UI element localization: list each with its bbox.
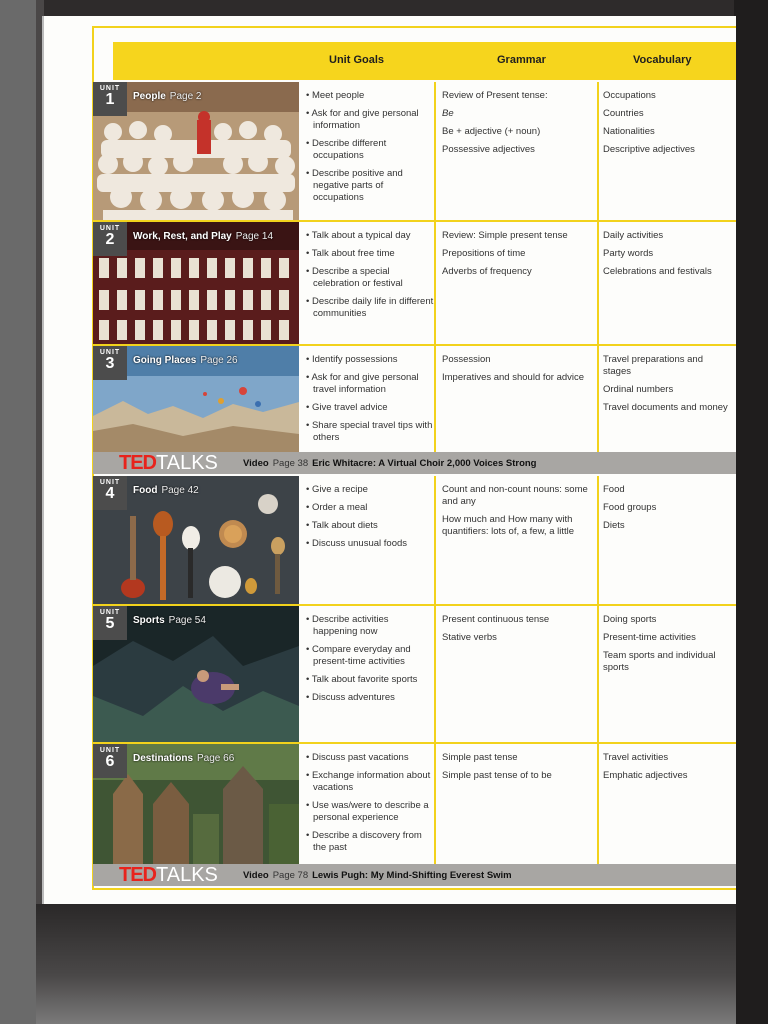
unit-badge-1: UNIT 1 <box>93 82 127 116</box>
background-left-strip <box>36 0 44 1024</box>
unit-title-1: People Page 2 <box>133 91 202 102</box>
header-grammar: Grammar <box>497 54 546 66</box>
unit-badge-2: UNIT 2 <box>93 222 127 256</box>
unit-1-goals: • Meet people • Ask for and give personal information • Describe different occupations • Describe positive and negative parts of occupations <box>306 90 434 210</box>
ted-talks-banner-2 <box>93 864 736 886</box>
unit-5-vocabulary: Doing sports Present-time activities Team sports and individual sports <box>603 614 716 673</box>
ted-talks-logo: TEDTALKS <box>119 864 218 886</box>
unit-row-4 <box>93 476 736 606</box>
unit-1-vocabulary: Occupations Countries Nationalities Descriptive adjectives <box>603 90 695 155</box>
unit-2-vocabulary: Daily activities Party words Celebrations and festivals <box>603 230 712 277</box>
unit-2-grammar: Review: Simple present tense Prepositions of time Adverbs of frequency <box>442 230 568 277</box>
unit-row-1 <box>93 82 736 222</box>
ted-talks-banner-1 <box>93 452 736 474</box>
unit-badge-5: UNIT 5 <box>93 606 127 640</box>
unit-5-goals: • Describe activities happening now • Compare everyday and present-time activities • Talk about favorite sports • Discuss adventures <box>306 614 434 710</box>
unit-title-3: Going Places Page 26 <box>133 355 238 366</box>
ted-talks-logo: TEDTALKS <box>119 452 218 474</box>
unit-title-5: Sports Page 54 <box>133 615 206 626</box>
background-right <box>734 0 768 1024</box>
unit-badge-3: UNIT 3 <box>93 346 127 380</box>
ted-video-info-2: Video Page 78 Lewis Pugh: My Mind-Shifting Everest Swim <box>243 870 512 881</box>
table-header <box>113 42 736 80</box>
background-left <box>0 0 36 1024</box>
unit-badge-4: UNIT 4 <box>93 476 127 510</box>
unit-4-grammar: Count and non-count nouns: some and any How much and How many with quantifiers: lots of, a few, a little <box>442 484 588 537</box>
unit-6-grammar: Simple past tense Simple past tense of to be <box>442 752 552 781</box>
unit-badge-6: UNIT 6 <box>93 744 127 778</box>
unit-6-goals: • Discuss past vacations • Exchange information about vacations • Use was/were to describe a personal experience • Describe a discovery from the past <box>306 752 434 860</box>
ted-video-info-1: Video Page 38 Eric Whitacre: A Virtual Choir 2,000 Voices Strong <box>243 458 537 469</box>
unit-5-grammar: Present continuous tense Stative verbs <box>442 614 550 643</box>
header-unit-goals: Unit Goals <box>329 54 385 66</box>
unit-1-grammar: Review of Present tense: Be Be + adjective (+ noun) Possessive adjectives <box>442 90 548 155</box>
unit-title-2: Work, Rest, and Play Page 14 <box>133 231 274 242</box>
header-vocabulary: Vocabulary <box>633 54 692 66</box>
unit-3-goals: • Identify possessions • Ask for and give personal travel information • Give travel advice • Share special travel tips with others <box>306 354 434 450</box>
unit-row-6 <box>93 744 736 864</box>
unit-row-5 <box>93 606 736 744</box>
unit-3-vocabulary: Travel preparations and stages Ordinal numbers Travel documents and money <box>603 354 728 413</box>
background-bottom <box>36 904 736 1024</box>
unit-4-vocabulary: Food Food groups Diets <box>603 484 657 531</box>
unit-row-2 <box>93 222 736 346</box>
unit-6-vocabulary: Travel activities Emphatic adjectives <box>603 752 688 781</box>
unit-2-goals: • Talk about a typical day • Talk about free time • Describe a special celebration or festival • Describe daily life in different communities <box>306 230 434 326</box>
unit-4-goals: • Give a recipe • Order a meal • Talk about diets • Discuss unusual foods <box>306 484 434 556</box>
unit-3-grammar: Possession Imperatives and should for advice <box>442 354 585 383</box>
unit-title-4: Food Page 42 <box>133 485 199 496</box>
unit-row-3 <box>93 346 736 452</box>
unit-title-6: Destinations Page 66 <box>133 753 235 764</box>
